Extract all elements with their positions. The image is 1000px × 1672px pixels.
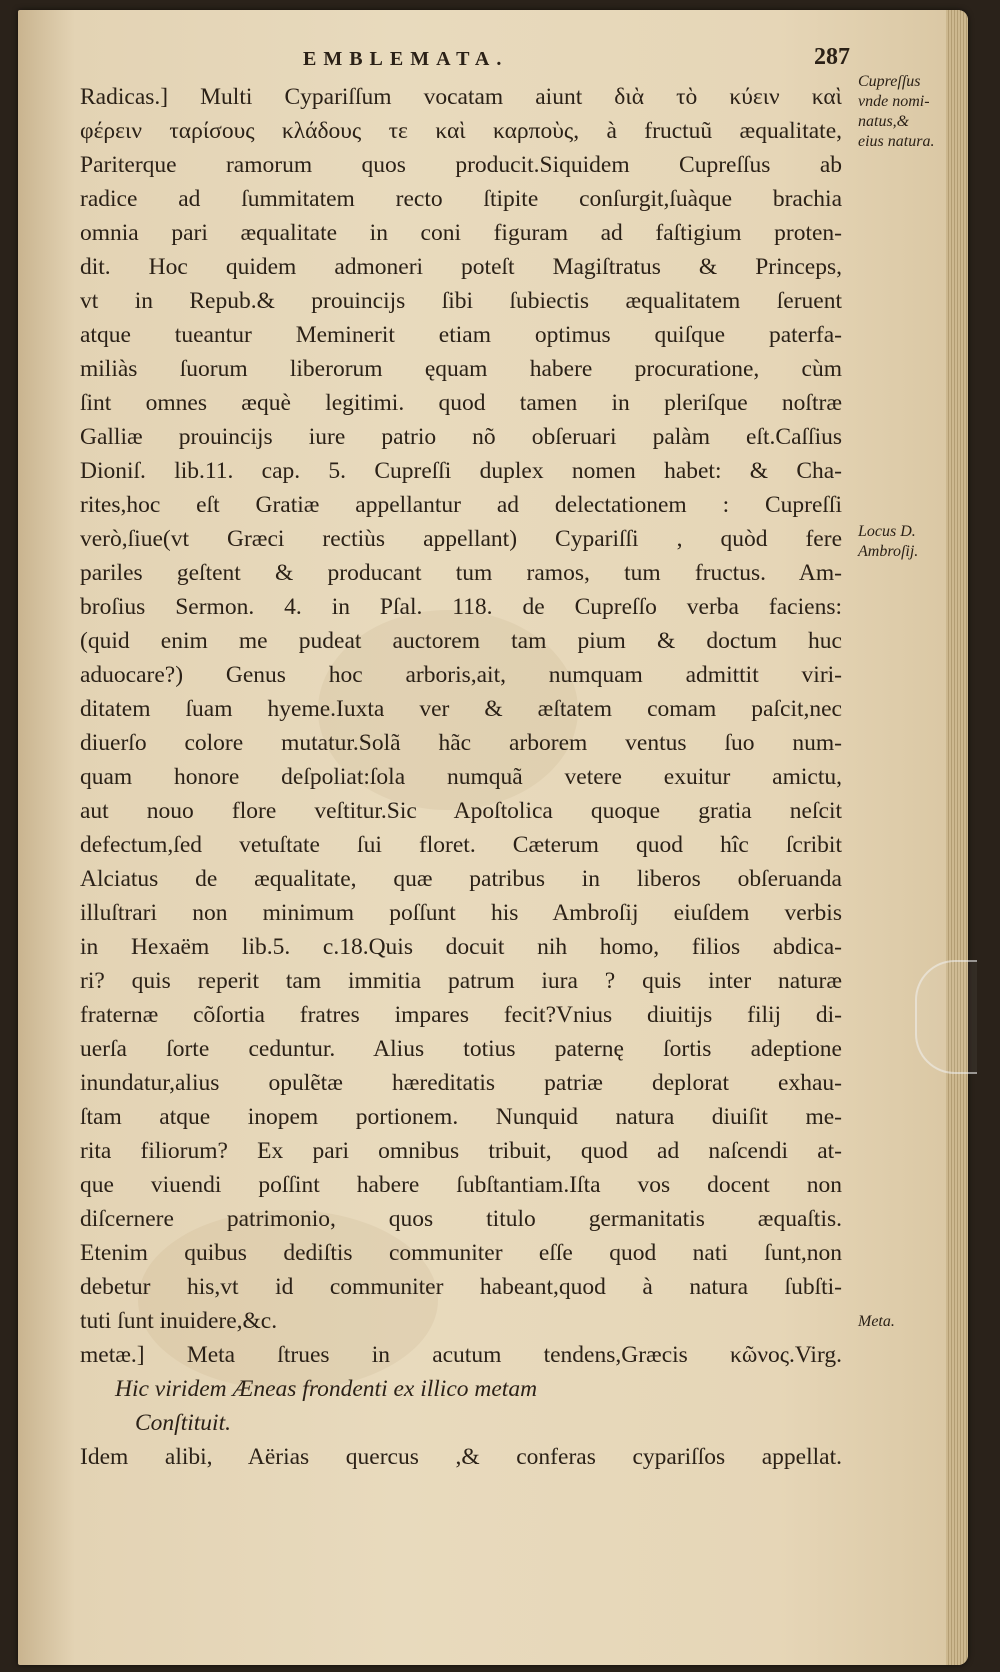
text-line: debetur his,vt id communiter habeant,quod à natura ſubſti- <box>80 1274 842 1300</box>
text-line: radice ad ſummitatem recto ſtipite conſurgit,ſuàque brachia <box>80 186 842 212</box>
text-line: rites,hoc eſt Gratiæ appellantur ad delectationem : Cupreſſi <box>80 492 842 518</box>
page-header <box>78 44 850 78</box>
body-text <box>80 80 842 1474</box>
text-line: broſius Sermon. 4. in Pſal. 118. de Cupreſſo verba faciens: <box>80 594 842 620</box>
text-line: omnia pari æqualitate in coni figuram ad faſtigium proten- <box>80 220 842 246</box>
text-line: vt in Repub.& prouincijs ſibi ſubiectis æqualitatem ſeruent <box>80 288 842 314</box>
text-line: quam honore deſpoliat:ſola numquã vetere exuitur amictu, <box>80 764 842 790</box>
page-fore-edge <box>946 10 968 1665</box>
text-line: Alciatus de æqualitate, quæ patribus in liberos obſeruanda <box>80 866 842 892</box>
text-line: dit. Hoc quidem admoneri poteſt Magiſtratus & Princeps, <box>80 254 842 280</box>
text-line: defectum,ſed vetuſtate ſui floret. Cæterum quod hîc ſcribit <box>80 832 842 858</box>
text-line: atque tueantur Meminerit etiam optimus quiſque paterfa- <box>80 322 842 348</box>
text-line: (quid enim me pudeat auctorem tam pium & doctum huc <box>80 628 842 654</box>
text-line: φέρειν ταρίσους κλάδους τε καὶ καρποὺς, à fructuũ æqualitate, <box>80 118 842 144</box>
text-line: ſtam atque inopem portionem. Nunquid natura diuiſit me- <box>80 1104 842 1130</box>
text-line: verò,ſiue(vt Græci rectiùs appellant) Cypariſſi , quòd fere <box>80 526 842 552</box>
text-line: Dioniſ. lib.11. cap. 5. Cupreſſi duplex nomen habet: & Cha- <box>80 458 842 484</box>
text-line: rita filiorum? Ex pari omnibus tribuit, quod ad naſcendi at- <box>80 1138 842 1164</box>
verse-line: Conſtituit. <box>135 1410 231 1436</box>
margin-note-meta: Meta. <box>858 1313 895 1330</box>
text-line: pariles geſtent & producant tum ramos, tum fructus. Am- <box>80 560 842 586</box>
text-line: que viuendi poſſint habere ſubſtantiam.Iſta vos docent non <box>80 1172 842 1198</box>
text-line: aduocare?) Genus hoc arboris,ait, numquam admittit viri- <box>80 662 842 688</box>
text-line: miliàs ſuorum liberorum ęquam habere procuratione, cùm <box>80 356 842 382</box>
text-line: aut nouo flore veſtitur.Sic Apoſtolica quoque gratia neſcit <box>80 798 842 824</box>
book-page <box>18 10 968 1665</box>
text-line: tuti ſunt inuidere,&c. <box>80 1308 278 1334</box>
text-line: ſint omnes æquè legitimi. quod tamen in pleriſque noſtræ <box>80 390 842 416</box>
text-line: ri? quis reperit tam immitia patrum iura ? quis inter naturæ <box>80 968 842 994</box>
text-line: Galliæ prouincijs iure patrio nõ obſeruari palàm eſt.Caſſius <box>80 424 842 450</box>
magnifier-glass <box>915 960 977 1074</box>
margin-note-cupressus: Cupreſſus vnde nomi- natus,& eius natura. <box>858 73 935 150</box>
page-number: 287 <box>814 44 850 70</box>
text-line: Pariterque ramorum quos producit.Siquidem Cupreſſus ab <box>80 152 842 178</box>
text-line: Radicas.] Multi Cypariſſum vocatam aiunt διὰ τὸ κύειν καὶ <box>80 84 842 110</box>
text-line: Etenim quibus dediſtis communiter eſſe quod nati ſunt,non <box>80 1240 842 1266</box>
margin-note-locus-ambrosii: Locus D. Ambroſij. <box>858 523 919 560</box>
text-line: fraternæ cõſortia fratres impares fecit?Vnius diuitijs filij di- <box>80 1002 842 1028</box>
text-line: ditatem ſuam hyeme.Iuxta ver & æſtatem comam paſcit,nec <box>80 696 842 722</box>
text-line: diuerſo colore mutatur.Solã hãc arborem ventus ſuo num- <box>80 730 842 756</box>
text-line: Idem alibi, Aërias quercus ,& conferas cypariſſos appellat. <box>80 1444 842 1470</box>
text-line: metæ.] Meta ſtrues in acutum tendens,Græcis κῶνος.Virg. <box>80 1342 842 1368</box>
verse-line: Hic viridem Æneas frondenti ex illico metam <box>115 1376 538 1402</box>
text-line: uerſa ſorte ceduntur. Alius totius paternę ſortis adeptione <box>80 1036 842 1062</box>
running-title: EMBLEMATA. <box>303 48 509 70</box>
text-line: illuſtrari non minimum poſſunt his Ambroſij eiuſdem verbis <box>80 900 842 926</box>
text-line: diſcernere patrimonio, quos titulo germanitatis æquaſtis. <box>80 1206 842 1232</box>
text-line: in Hexaëm lib.5. c.18.Quis docuit nih homo, filios abdica- <box>80 934 842 960</box>
text-line: inundatur,alius opulẽtæ hæreditatis patriæ deplorat exhau- <box>80 1070 842 1096</box>
